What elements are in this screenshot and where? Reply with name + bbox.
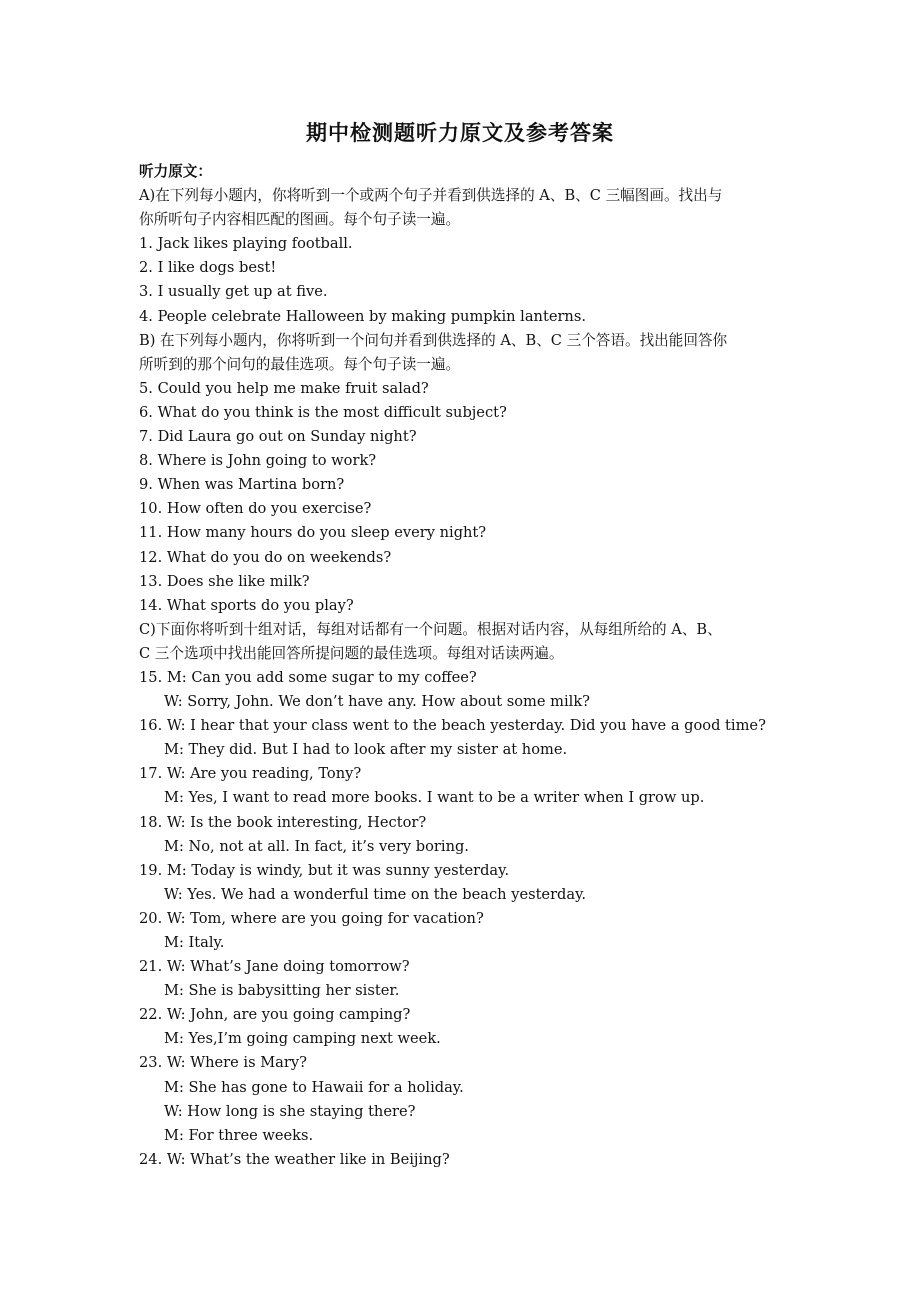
list-item: 5. Could you help me make fruit salad? <box>139 379 429 397</box>
part-c-instruction-line2: C 三个选项中找出能回答所提问题的最佳选项。每组对话读两遍。 <box>139 644 564 662</box>
dialogue-line: 24. W: What’s the weather like in Beijing? <box>139 1150 450 1168</box>
list-item: 12. What do you do on weekends? <box>139 548 392 566</box>
section-heading: 听力原文： <box>139 163 212 180</box>
list-item: 6. What do you think is the most difficult subject? <box>139 403 507 421</box>
dialogue-line: 22. W: John, are you going camping? <box>139 1006 411 1024</box>
list-item: 13. Does she like milk? <box>139 572 310 590</box>
list-item: 11. How many hours do you sleep every night? <box>139 524 487 542</box>
dialogue-line: M: Italy. <box>164 934 225 951</box>
dialogue-line: M: She is babysitting her sister. <box>164 982 400 1000</box>
dialogue-line: M: For three weeks. <box>164 1126 314 1144</box>
dialogue-line: 21. W: What’s Jane doing tomorrow? <box>139 958 410 976</box>
dialogue-line: M: No, not at all. In fact, it’s very boring. <box>164 837 469 855</box>
part-b-instruction-line2: 所听到的那个问句的最佳选项。每个句子读一遍。 <box>139 355 461 373</box>
list-item: 10. How often do you exercise? <box>139 500 372 518</box>
dialogue-line: W: Yes. We had a wonderful time on the beach yesterday. <box>164 885 587 903</box>
list-item: 14. What sports do you play? <box>139 596 354 614</box>
part-a-instruction-line1: A)在下列每小题内，你将听到一个或两个句子并看到供选择的 A、B、C 三幅图画。找出与 <box>139 187 723 205</box>
list-item: 8. Where is John going to work? <box>139 452 377 470</box>
document-body <box>139 160 789 1172</box>
part-c-instruction-line1: C)下面你将听到十组对话，每组对话都有一个问题。根据对话内容，从每组所给的 A、B、 <box>139 620 722 638</box>
dialogue-line: W: Sorry, John. We don’t have any. How about some milk? <box>164 693 590 711</box>
part-b-instruction-line1: B) 在下列每小题内，你将听到一个问句并看到供选择的 A、B、C 三个答语。找出能回答你 <box>139 331 728 349</box>
list-item: 7. Did Laura go out on Sunday night? <box>139 428 417 446</box>
part-a-instruction-line2: 你所听句子内容相匹配的图画。每个句子读一遍。 <box>139 211 461 229</box>
list-item: 1. Jack likes playing football. <box>139 235 353 253</box>
dialogue-line: 18. W: Is the book interesting, Hector? <box>139 813 427 831</box>
page-title: 期中检测题听力原文及参考答案 <box>306 121 614 145</box>
dialogue-line: 17. W: Are you reading, Tony? <box>139 765 362 783</box>
dialogue-line: 16. W: I hear that your class went to the beach yesterday. Did you have a good time? <box>139 717 766 735</box>
dialogue-line: M: Yes, I want to read more books. I want to be a writer when I grow up. <box>164 789 705 807</box>
dialogue-line: 23. W: Where is Mary? <box>139 1054 307 1072</box>
dialogue-line: M: Yes,I’m going camping next week. <box>164 1030 441 1048</box>
list-item: 4. People celebrate Halloween by making pumpkin lanterns. <box>139 307 586 325</box>
dialogue-line: 15. M: Can you add some sugar to my coffee? <box>139 668 477 686</box>
dialogue-line: M: She has gone to Hawaii for a holiday. <box>164 1078 464 1096</box>
list-item: 3. I usually get up at five. <box>139 283 328 301</box>
dialogue-line: 20. W: Tom, where are you going for vacation? <box>139 909 484 927</box>
dialogue-line: W: How long is she staying there? <box>164 1102 416 1120</box>
dialogue-line: M: They did. But I had to look after my sister at home. <box>164 741 568 759</box>
list-item: 9. When was Martina born? <box>139 476 345 494</box>
dialogue-line: 19. M: Today is windy, but it was sunny yesterday. <box>139 861 510 879</box>
list-item: 2. I like dogs best! <box>139 259 277 277</box>
